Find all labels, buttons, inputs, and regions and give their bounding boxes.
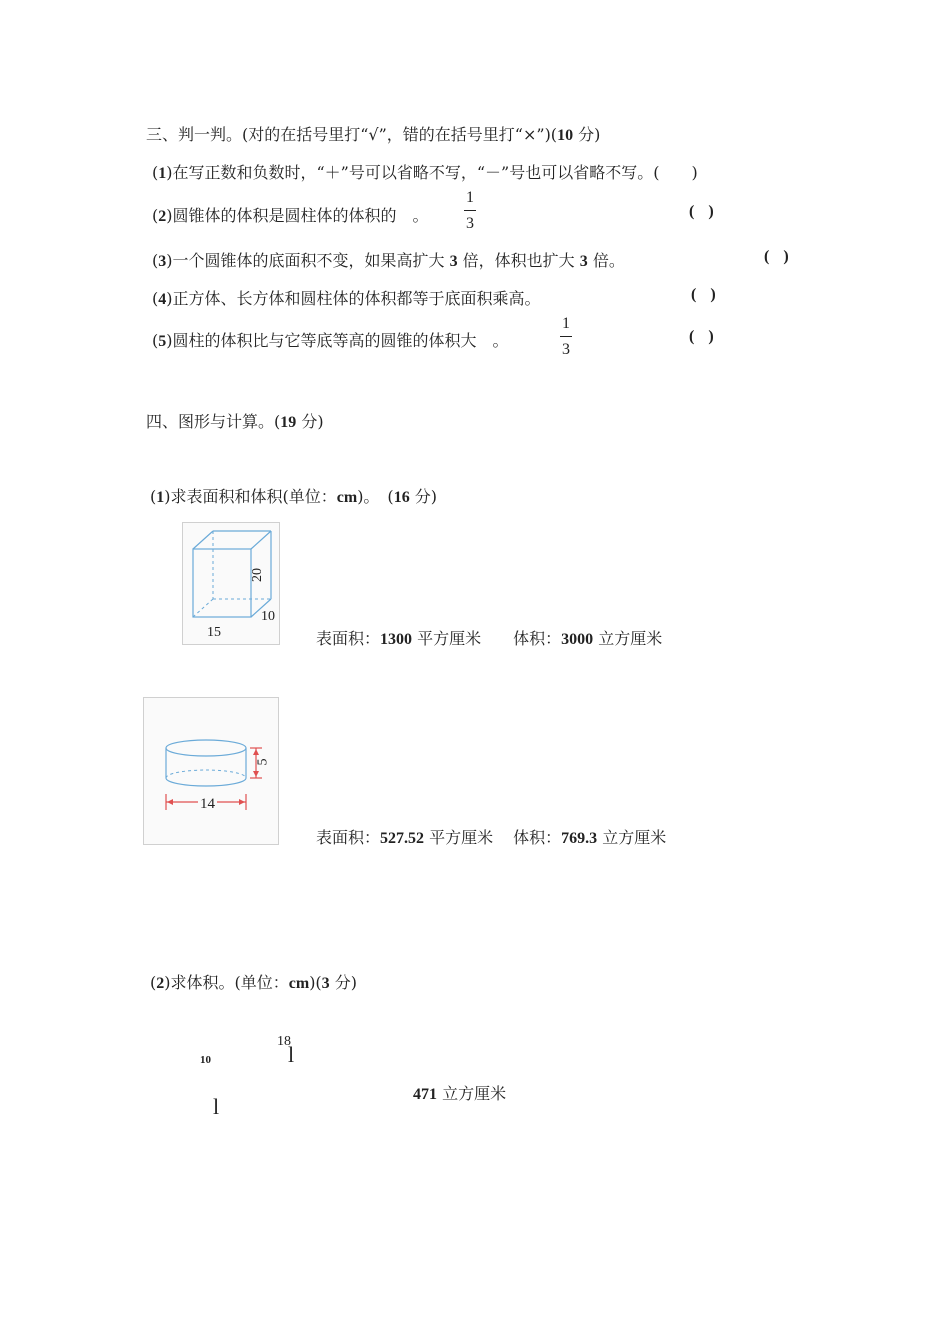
answer-bracket-2[interactable]: ()	[689, 203, 728, 220]
fraction-denominator: 3	[466, 215, 474, 232]
fraction-denominator: 3	[562, 341, 570, 358]
fraction-numerator: 1	[562, 315, 570, 332]
answer-bracket-4[interactable]: ()	[691, 286, 730, 303]
answer-bracket-3[interactable]: ()	[764, 248, 803, 265]
fraction-bar	[464, 210, 476, 211]
fraction-numerator: 1	[466, 189, 474, 206]
cylinder-figure	[143, 697, 279, 845]
cuboid-height-label: 20	[250, 568, 265, 582]
section4-heading: 四、图形与计算。(19 分)	[146, 412, 324, 431]
fraction-bar	[560, 336, 572, 337]
judge-item-2: (2)圆锥体的体积是圆柱体的体积的 。	[152, 206, 429, 225]
part2-answer: 471 立方厘米	[413, 1084, 507, 1103]
figure-label-18: 18	[277, 1034, 291, 1049]
answer-bracket-5[interactable]: ()	[689, 328, 728, 345]
judge-item-5: (5)圆柱的体积比与它等底等高的圆锥的体积大 。	[152, 331, 509, 350]
cuboid-width-label: 10	[261, 609, 275, 624]
figure-label-10: 10	[200, 1054, 211, 1066]
part1-label: (1)求表面积和体积(单位：cm)。 (16 分)	[150, 487, 438, 506]
judge-item-4: (4)正方体、长方体和圆柱体的体积都等于底面积乘高。	[152, 289, 541, 308]
cylinder-answer: 表面积：527.52 平方厘米 体积：769.3 立方厘米	[316, 828, 667, 847]
cylinder-diameter-label: 14	[200, 796, 215, 812]
judge-item-3: (3)一个圆锥体的底面积不变，如果高扩大 3 倍，体积也扩大 3 倍。	[152, 251, 625, 270]
section3-heading: 三、判一判。(对的在括号里打“√”，错的在括号里打“×”)(10 分)	[146, 125, 601, 144]
cuboid-figure	[182, 522, 280, 645]
judge-item-1: (1)在写正数和负数时，“＋”号可以省略不写，“－”号也可以省略不写。( )	[152, 163, 698, 182]
cylinder-height-label: 5	[255, 758, 271, 766]
part2-label: (2)求体积。(单位：cm)(3 分)	[150, 973, 358, 992]
cuboid-answer: 表面积：1300 平方厘米 体积：3000 立方厘米	[316, 629, 663, 648]
cuboid-length-label: 15	[207, 625, 221, 640]
figure-glyph: l	[288, 1042, 295, 1067]
figure-glyph: l	[213, 1094, 220, 1119]
